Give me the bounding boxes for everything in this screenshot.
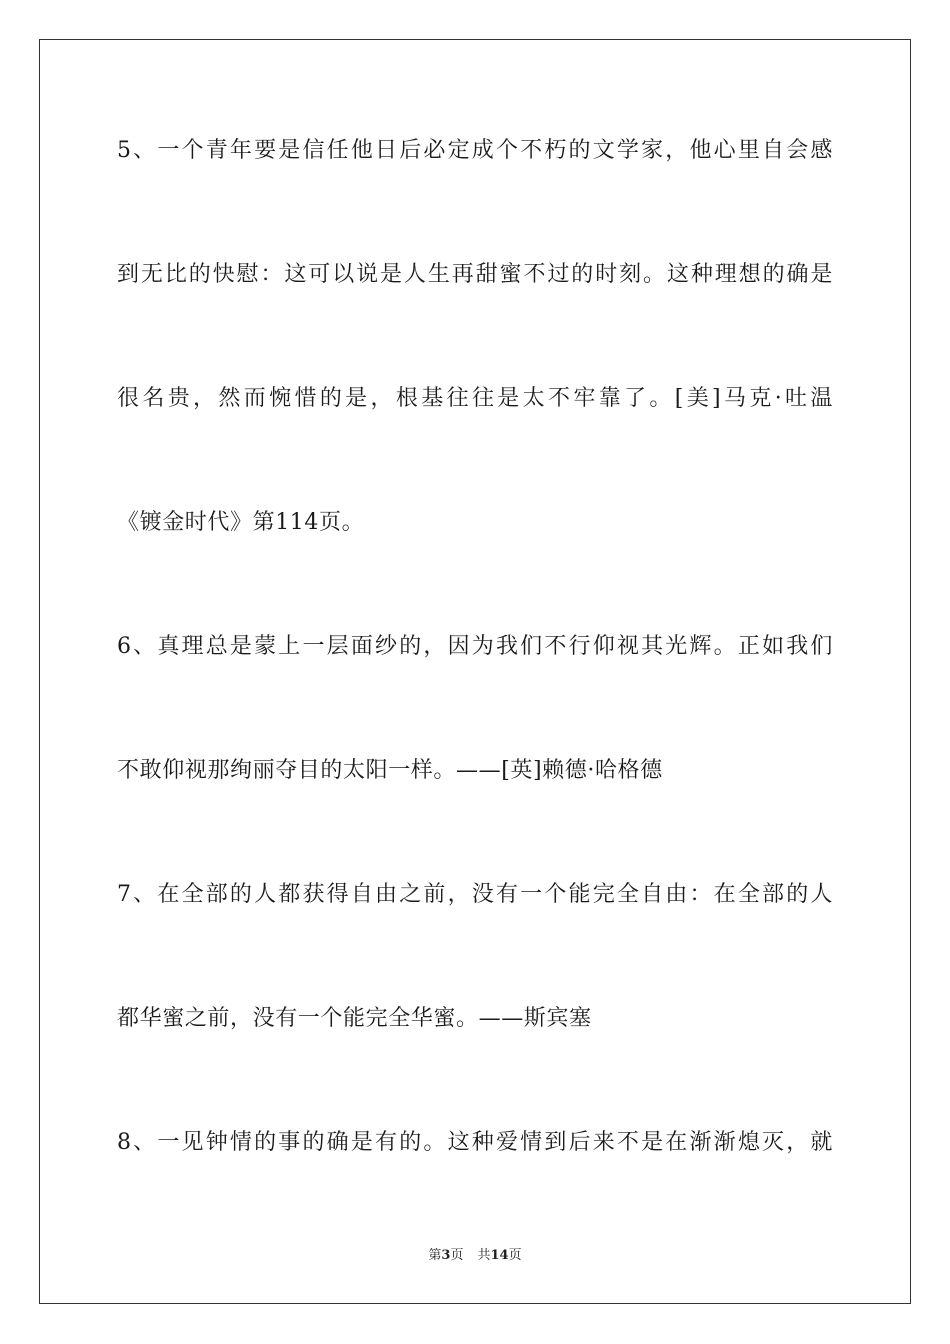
text-line: 很名贵，然而惋惜的是，根基往往是太不牢靠了。[美]马克·吐温 (117, 386, 833, 411)
total-prefix: 共 (477, 1248, 491, 1263)
total-pages: 14 (490, 1248, 509, 1263)
total-suffix: 页 (508, 1248, 522, 1263)
page-prefix: 第 (428, 1248, 442, 1263)
text-line: 《镀金时代》第114页。 (117, 510, 365, 535)
text-line: 7、在全部的人都获得自由之前，没有一个能完全自由：在全部的人 (117, 882, 833, 907)
page-number: 3 (441, 1248, 451, 1263)
text-line: 5、一个青年要是信任他日后必定成个不朽的文学家，他心里自会感 (117, 138, 833, 163)
text-line: 都华蜜之前，没有一个能完全华蜜。——斯宾塞 (117, 1006, 592, 1031)
text-line: 6、真理总是蒙上一层面纱的，因为我们不行仰视其光辉。正如我们 (117, 634, 833, 659)
page-footer (0, 1247, 950, 1265)
text-line: 不敢仰视那绚丽夺目的太阳一样。——[英]赖德·哈格德 (117, 758, 663, 783)
text-line: 8、一见钟情的事的确是有的。这种爱情到后来不是在渐渐熄灭，就 (117, 1130, 833, 1155)
page-border (39, 39, 911, 1304)
page-suffix: 页 (450, 1248, 464, 1263)
text-line: 到无比的快慰：这可以说是人生再甜蜜不过的时刻。这种理想的确是 (117, 262, 833, 287)
